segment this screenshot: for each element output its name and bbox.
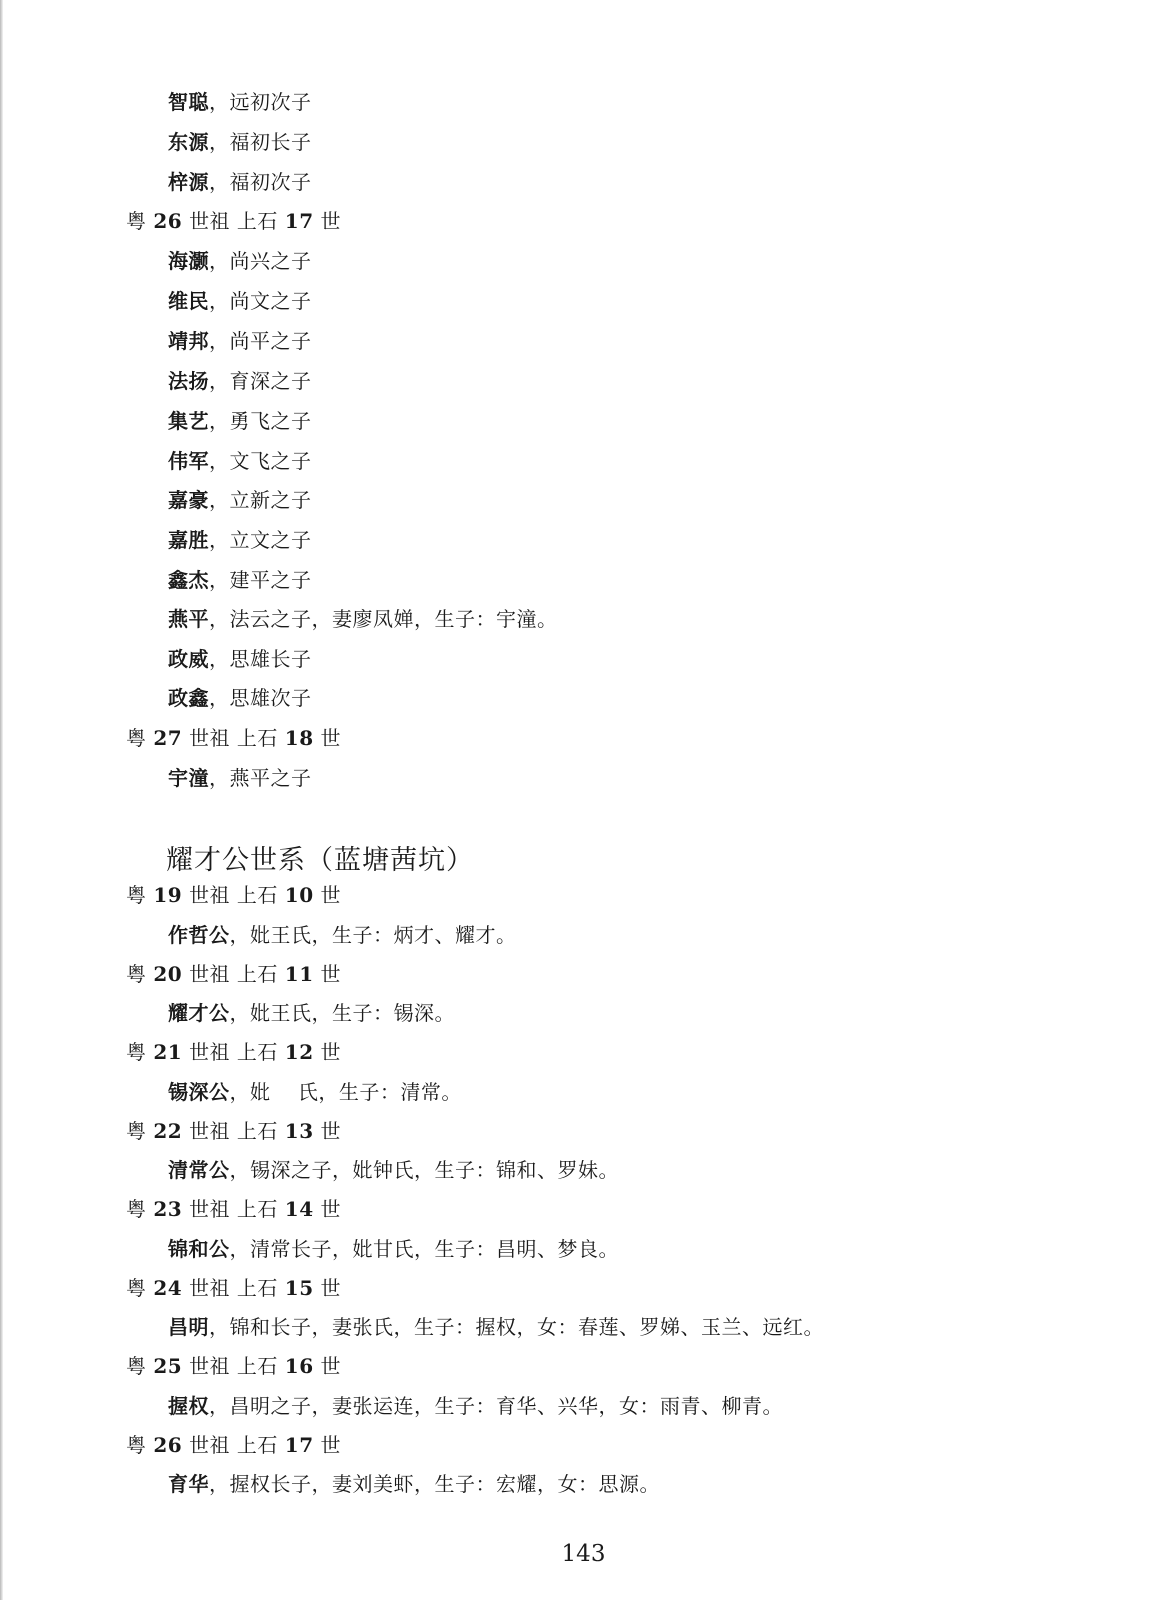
entry-desc: 思雄长子 <box>229 647 312 671</box>
generation-heading <box>126 1197 341 1221</box>
entry-desc: 妣 氏，生子：清常。 <box>250 1080 462 1104</box>
gen-mid: 世祖 上石 <box>189 1040 278 1064</box>
gen-number: 16 <box>284 1354 314 1378</box>
entry-line <box>168 528 312 552</box>
person-name: 锦和公 <box>168 1237 230 1261</box>
entry-line <box>168 1237 619 1261</box>
entry-line <box>168 607 558 631</box>
entry-desc: 勇飞之子 <box>229 409 312 433</box>
separator: ， <box>229 923 250 947</box>
entry-desc: 福初长子 <box>229 130 312 154</box>
generation-heading <box>126 1119 341 1143</box>
person-name: 育华 <box>168 1472 209 1496</box>
entry-desc: 燕平之子 <box>229 766 312 790</box>
entry-desc: 妣王氏，生子：锡深。 <box>250 1001 455 1025</box>
separator: ， <box>229 1080 250 1104</box>
gen-number: 11 <box>284 962 314 986</box>
person-name: 靖邦 <box>168 329 209 353</box>
person-name: 燕平 <box>168 607 209 631</box>
entry-line <box>168 568 312 592</box>
gen-suffix: 世 <box>320 1276 341 1300</box>
gen-suffix: 世 <box>320 1354 341 1378</box>
separator: ， <box>209 90 230 114</box>
entry-line <box>168 90 312 114</box>
entry-line <box>168 289 312 313</box>
entry-line <box>168 686 312 710</box>
person-name: 法扬 <box>168 369 209 393</box>
gen-number: 15 <box>284 1276 314 1300</box>
separator: ， <box>209 449 230 473</box>
entry-desc: 育深之子 <box>229 369 312 393</box>
person-name: 耀才公 <box>168 1001 230 1025</box>
entry-line <box>168 329 312 353</box>
person-name: 宇潼 <box>168 766 209 790</box>
gen-mid: 世祖 上石 <box>189 1197 278 1221</box>
entry-desc: 妣王氏，生子：炳才、耀才。 <box>250 923 517 947</box>
separator: ， <box>209 289 230 313</box>
separator: ， <box>229 1237 250 1261</box>
gen-suffix: 世 <box>320 1119 341 1143</box>
person-name: 锡深公 <box>168 1080 230 1104</box>
separator: ， <box>209 607 230 631</box>
entry-desc: 思雄次子 <box>229 686 312 710</box>
gen-number: 20 <box>153 962 183 986</box>
person-name: 作哲公 <box>168 923 230 947</box>
separator: ， <box>209 369 230 393</box>
entry-line <box>168 488 312 512</box>
entry-line <box>168 923 517 947</box>
separator: ， <box>209 1315 230 1339</box>
person-name: 维民 <box>168 289 209 313</box>
entry-desc: 尚平之子 <box>229 329 312 353</box>
entry-desc: 立新之子 <box>229 488 312 512</box>
entry-line <box>168 1158 619 1182</box>
generation-heading <box>126 209 341 233</box>
entry-desc: 锦和长子，妻张氏，生子：握权，女：春莲、罗娣、玉兰、远红。 <box>229 1315 824 1339</box>
gen-number: 17 <box>284 209 314 233</box>
entry-desc: 福初次子 <box>229 170 312 194</box>
gen-mid: 世祖 上石 <box>189 1276 278 1300</box>
separator: ， <box>209 1394 230 1418</box>
separator: ， <box>209 766 230 790</box>
gen-prefix: 粤 <box>126 883 147 907</box>
generation-heading <box>126 1433 341 1457</box>
entry-desc: 法云之子，妻廖凤婵，生子：宇潼。 <box>229 607 558 631</box>
entry-desc: 尚文之子 <box>229 289 312 313</box>
entry-line <box>168 409 312 433</box>
entry-desc: 立文之子 <box>229 528 312 552</box>
person-name: 政威 <box>168 647 209 671</box>
gen-number: 22 <box>153 1119 183 1143</box>
gen-number: 19 <box>153 883 183 907</box>
gen-number: 25 <box>153 1354 183 1378</box>
separator: ， <box>209 488 230 512</box>
entry-line <box>168 1080 462 1104</box>
separator: ， <box>209 409 230 433</box>
gen-number: 17 <box>284 1433 314 1457</box>
entry-line <box>168 766 312 790</box>
gen-prefix: 粤 <box>126 209 147 233</box>
separator: ， <box>209 170 230 194</box>
gen-mid: 世祖 上石 <box>189 726 278 750</box>
separator: ， <box>209 329 230 353</box>
entry-line <box>168 170 312 194</box>
gen-suffix: 世 <box>320 209 341 233</box>
person-name: 清常公 <box>168 1158 230 1182</box>
gen-prefix: 粤 <box>126 1354 147 1378</box>
separator: ， <box>209 528 230 552</box>
generation-heading <box>126 726 341 750</box>
separator: ， <box>209 249 230 273</box>
gen-mid: 世祖 上石 <box>189 883 278 907</box>
gen-number: 26 <box>153 209 183 233</box>
gen-mid: 世祖 上石 <box>189 209 278 233</box>
separator: ， <box>209 647 230 671</box>
entry-line <box>168 1394 783 1418</box>
entry-desc: 清常长子，妣甘氏，生子：昌明、梦良。 <box>250 1237 619 1261</box>
entry-line <box>168 369 312 393</box>
gen-prefix: 粤 <box>126 726 147 750</box>
separator: ， <box>229 1001 250 1025</box>
gen-number: 12 <box>284 1040 314 1064</box>
person-name: 昌明 <box>168 1315 209 1339</box>
gen-suffix: 世 <box>320 726 341 750</box>
gen-prefix: 粤 <box>126 1040 147 1064</box>
gen-suffix: 世 <box>320 1040 341 1064</box>
gen-mid: 世祖 上石 <box>189 1433 278 1457</box>
separator: ， <box>229 1158 250 1182</box>
person-name: 伟军 <box>168 449 209 473</box>
gen-number: 26 <box>153 1433 183 1457</box>
gen-mid: 世祖 上石 <box>189 1354 278 1378</box>
entry-line <box>168 1472 660 1496</box>
person-name: 东源 <box>168 130 209 154</box>
person-name: 嘉胜 <box>168 528 209 552</box>
separator: ， <box>209 130 230 154</box>
entry-desc: 尚兴之子 <box>229 249 312 273</box>
gen-number: 23 <box>153 1197 183 1221</box>
gen-number: 24 <box>153 1276 183 1300</box>
gen-suffix: 世 <box>320 1433 341 1457</box>
gen-mid: 世祖 上石 <box>189 1119 278 1143</box>
gen-suffix: 世 <box>320 1197 341 1221</box>
separator: ， <box>209 1472 230 1496</box>
gen-number: 10 <box>284 883 314 907</box>
gen-prefix: 粤 <box>126 1276 147 1300</box>
entry-line <box>168 1315 824 1339</box>
person-name: 梓源 <box>168 170 209 194</box>
entry-line <box>168 249 312 273</box>
section-title: 耀才公世系（蓝塘茜坑） <box>166 845 474 876</box>
gen-number: 21 <box>153 1040 183 1064</box>
generation-heading <box>126 1354 341 1378</box>
gen-prefix: 粤 <box>126 962 147 986</box>
entry-desc: 握权长子，妻刘美虾，生子：宏耀，女：思源。 <box>229 1472 660 1496</box>
page-number: 143 <box>561 1541 606 1567</box>
person-name: 集艺 <box>168 409 209 433</box>
separator: ， <box>209 568 230 592</box>
person-name: 握权 <box>168 1394 209 1418</box>
gen-number: 14 <box>284 1197 314 1221</box>
person-name: 智聪 <box>168 90 209 114</box>
entry-desc: 锡深之子，妣钟氏，生子：锦和、罗妹。 <box>250 1158 619 1182</box>
person-name: 海灏 <box>168 249 209 273</box>
entry-line <box>168 1001 455 1025</box>
generation-heading <box>126 1040 341 1064</box>
person-name: 嘉豪 <box>168 488 209 512</box>
separator: ， <box>209 686 230 710</box>
entry-desc: 昌明之子，妻张运连，生子：育华、兴华，女：雨青、柳青。 <box>229 1394 783 1418</box>
generation-heading <box>126 962 341 986</box>
entry-desc: 远初次子 <box>229 90 312 114</box>
gen-number: 18 <box>284 726 314 750</box>
gen-mid: 世祖 上石 <box>189 962 278 986</box>
gen-suffix: 世 <box>320 962 341 986</box>
gen-prefix: 粤 <box>126 1119 147 1143</box>
gen-number: 27 <box>153 726 183 750</box>
entry-desc: 文飞之子 <box>229 449 312 473</box>
entry-line <box>168 449 312 473</box>
entry-line <box>168 130 312 154</box>
gen-number: 13 <box>284 1119 314 1143</box>
generation-heading <box>126 1276 341 1300</box>
entry-desc: 建平之子 <box>229 568 312 592</box>
person-name: 鑫杰 <box>168 568 209 592</box>
gen-prefix: 粤 <box>126 1197 147 1221</box>
gen-suffix: 世 <box>320 883 341 907</box>
entry-line <box>168 647 312 671</box>
person-name: 政鑫 <box>168 686 209 710</box>
generation-heading <box>126 883 341 907</box>
gen-prefix: 粤 <box>126 1433 147 1457</box>
scan-edge <box>0 0 3 1600</box>
